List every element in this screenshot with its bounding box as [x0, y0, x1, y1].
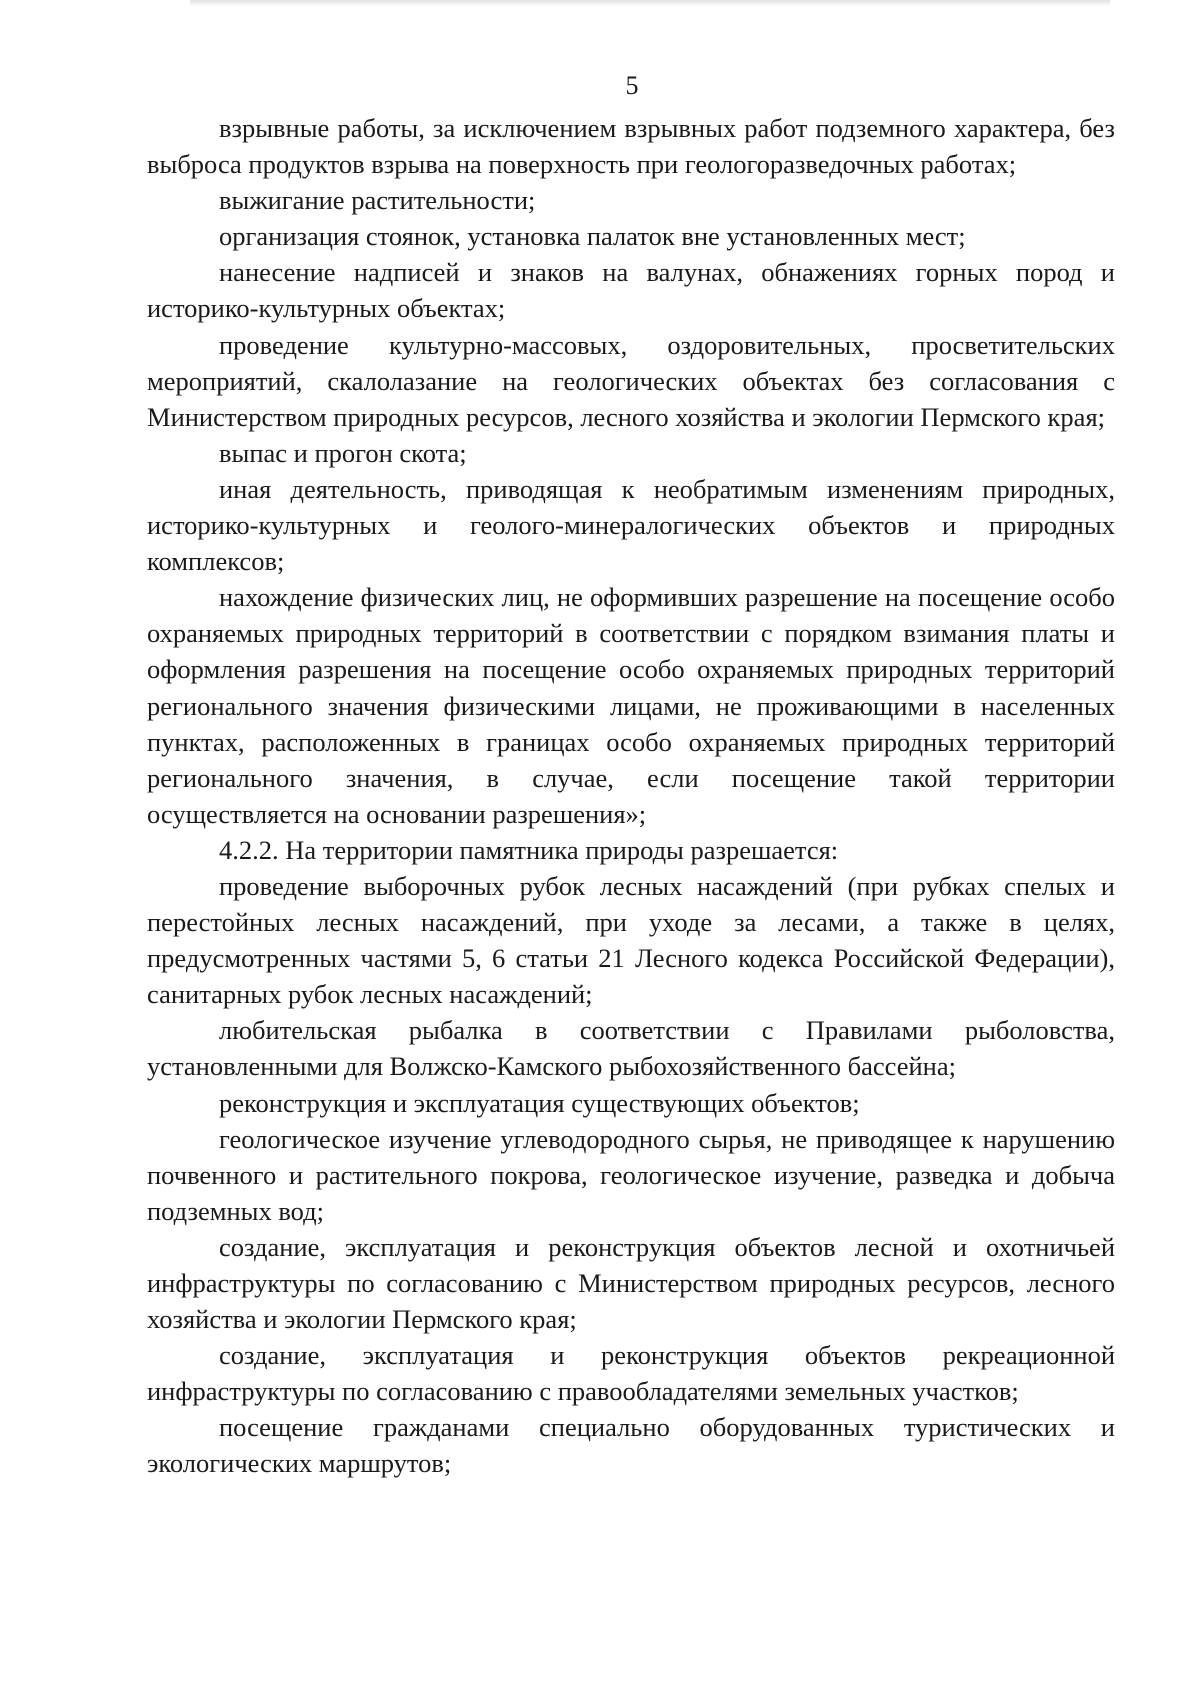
paragraph: иная деятельность, приводящая к необратимым изменениям природных, историко-культурных и геолого-минералогических объектов и природных комплексов;: [147, 473, 1115, 577]
paragraph: геологическое изучение углеводородного сырья, не приводящее к нарушению почвенного и растительного покрова, геологическое изучение, разведка и добыча подземных вод;: [147, 1123, 1115, 1226]
section-heading: 4.2.2. На территории памятника природы разрешается:: [219, 834, 839, 865]
paragraph: проведение выборочных рубок лесных насаждений (при рубках спелых и перестойных лесных насаждений, при уходе за лесами, а также в целях, предусмотренных частями 5, 6 статьи 21 Лесного кодекса Российской Федерации), санитарных рубок лесных насаждений;: [147, 870, 1115, 1010]
paragraph: создание, эксплуатация и реконструкция объектов лесной и охотничьей инфраструктуры по согласованию с Министерством природных ресурсов, лесного хозяйства и экологии Пермского края;: [147, 1231, 1115, 1335]
paragraph: создание, эксплуатация и реконструкция объектов рекреационной инфраструктуры по согласованию с правообладателями земельных участков;: [147, 1340, 1115, 1407]
paragraph: реконструкция и эксплуатация существующих объектов;: [219, 1087, 860, 1118]
paragraph: выпас и прогон скота;: [219, 437, 467, 468]
paragraph: проведение культурно-массовых, оздоровительных, просветительских мероприятий, скалолазание на геологических объектах без согласования с Министерством природных ресурсов, лесного хозяйства и экологии Пермского края;: [147, 329, 1115, 432]
paragraph: взрывные работы, за исключением взрывных работ подземного характера, без выброса продуктов взрыва на поверхность при геологоразведочных работах;: [147, 113, 1115, 180]
paragraph: нанесение надписей и знаков на валунах, обнажениях горных пород и историко-культурных объектах;: [147, 257, 1115, 324]
paragraph: организация стоянок, установка палаток вне установленных мест;: [219, 221, 966, 252]
document-body: [147, 110, 1115, 1482]
scan-edge-artifact: [190, 0, 1110, 6]
page-number: 5: [625, 71, 639, 100]
paragraph: выжигание растительности;: [219, 185, 536, 216]
paragraph: любительская рыбалка в соответствии с Правилами рыболовства, установленными для Волжско-Камского рыбохозяйственного бассейна;: [147, 1015, 1115, 1082]
paragraph: посещение гражданами специально оборудованных туристических и экологических маршрутов;: [147, 1412, 1115, 1479]
paragraph: нахождение физических лиц, не оформивших разрешение на посещение особо охраняемых природных территорий в соответствии с порядком взимания платы и оформления разрешения на посещение особо охраняемых природных территорий регионального значения физическими лицами, не проживающими в населенных пунктах, расположенных в границах особо охраняемых природных территорий регионального значения, в случае, если посещение такой территории осуществляется на основании разрешения»;: [147, 582, 1115, 829]
